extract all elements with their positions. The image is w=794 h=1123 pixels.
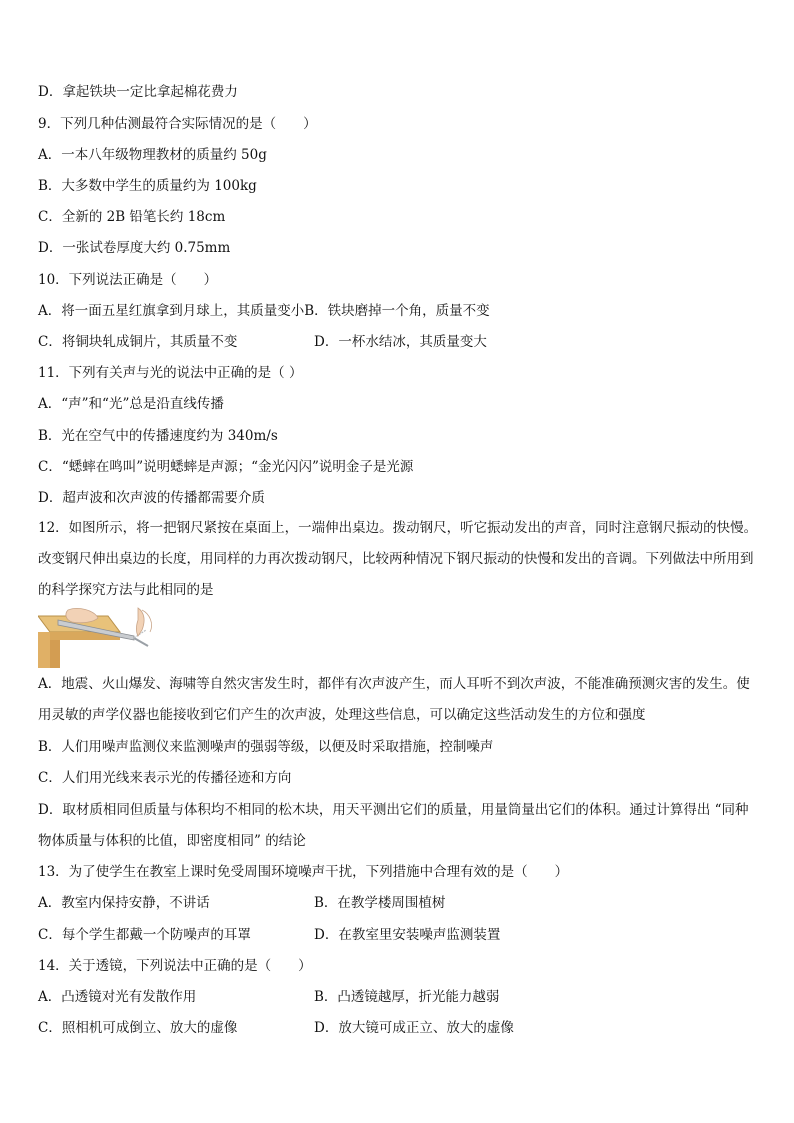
- q14-stem: 14．关于透镜，下列说法中正确的是（ ）: [38, 958, 312, 974]
- q13-option-d: D．在教室里安装噪声监测装置: [314, 927, 501, 943]
- q9-stem: 9．下列几种估测最符合实际情况的是（ ）: [38, 116, 317, 132]
- q11-option-c: C．“蟋蟀在鸣叫”说明蟋蟀是声源；“金光闪闪”说明金子是光源: [38, 459, 414, 475]
- q11-option-b: B．光在空气中的传播速度约为 340m/s: [38, 428, 278, 444]
- q14-option-b: B．凸透镜越厚，折光能力越弱: [314, 989, 500, 1005]
- q10-option-c: C．将铜块轧成铜片，其质量不变: [38, 334, 238, 350]
- q11-option-d: D．超声波和次声波的传播都需要介质: [38, 490, 265, 506]
- q10-option-d: D．一杯水结冰，其质量变大: [314, 334, 487, 350]
- q13-option-c: C．每个学生都戴一个防噪声的耳罩: [38, 927, 251, 943]
- q11-option-a: A．“声”和“光”总是沿直线传播: [38, 396, 224, 412]
- q8-option-d: D．拿起铁块一定比拿起棉花费力: [38, 84, 238, 100]
- q12-option-b: B．人们用噪声监测仪来监测噪声的强弱等级，以便及时采取措施，控制噪声: [38, 739, 494, 755]
- q12-stem: 12．如图所示，将一把钢尺紧按在桌面上，一端伸出桌边。拨动钢尺，听它振动发出的声音，同时注意钢尺振动的快慢。改变钢尺伸出桌边的长度，用同样的力再次拨动钢尺，比较两种情况下钢尺振动的快慢和发出的音调。下列做法中所用到的科学探究方法与此相同的是: [38, 520, 758, 598]
- q9-option-b: B．大多数中学生的质量约为 100kg: [38, 178, 257, 194]
- q10-stem: 10．下列说法正确是（ ）: [38, 272, 218, 288]
- q13-option-a: A．教室内保持安静，不讲话: [38, 895, 210, 911]
- q9-option-d: D．一张试卷厚度大约 0.75mm: [38, 240, 231, 256]
- ruler-on-desk-figure: [38, 606, 156, 668]
- q9-option-a: A．一本八年级物理教材的质量约 50g: [38, 147, 267, 163]
- q12-option-a: A．地震、火山爆发、海啸等自然灾害发生时，都伴有次声波产生，而人耳听不到次声波，不能准确预测灾害的发生。使用灵敏的声学仪器也能接收到它们产生的次声波，处理这些信息，可以确定这些活动发生的方位和强度: [38, 676, 750, 723]
- q12-option-c: C．人们用光线来表示光的传播径迹和方向: [38, 770, 292, 786]
- q13-option-b: B．在教学楼周围植树: [314, 895, 446, 911]
- q10-option-ab: A．将一面五星红旗拿到月球上，其质量变小B．铁块磨掉一个角，质量不变: [38, 303, 490, 319]
- q14-option-a: A．凸透镜对光有发散作用: [38, 989, 197, 1005]
- q12-option-d: D．取材质相同但质量与体积均不相同的松木块，用天平测出它们的质量，用量筒量出它们的体积。通过计算得出 “同种物体质量与体积的比值，即密度相同” 的结论: [38, 802, 749, 849]
- q14-option-d: D．放大镜可成正立、放大的虚像: [314, 1020, 514, 1036]
- q9-option-c: C．全新的 2B 铅笔长约 18cm: [38, 209, 226, 225]
- q13-stem: 13．为了使学生在教室上课时免受周围环境噪声干扰，下列措施中合理有效的是（ ）: [38, 864, 569, 880]
- q14-option-c: C．照相机可成倒立、放大的虚像: [38, 1020, 238, 1036]
- q11-stem: 11．下列有关声与光的说法中正确的是（ ）: [38, 365, 303, 381]
